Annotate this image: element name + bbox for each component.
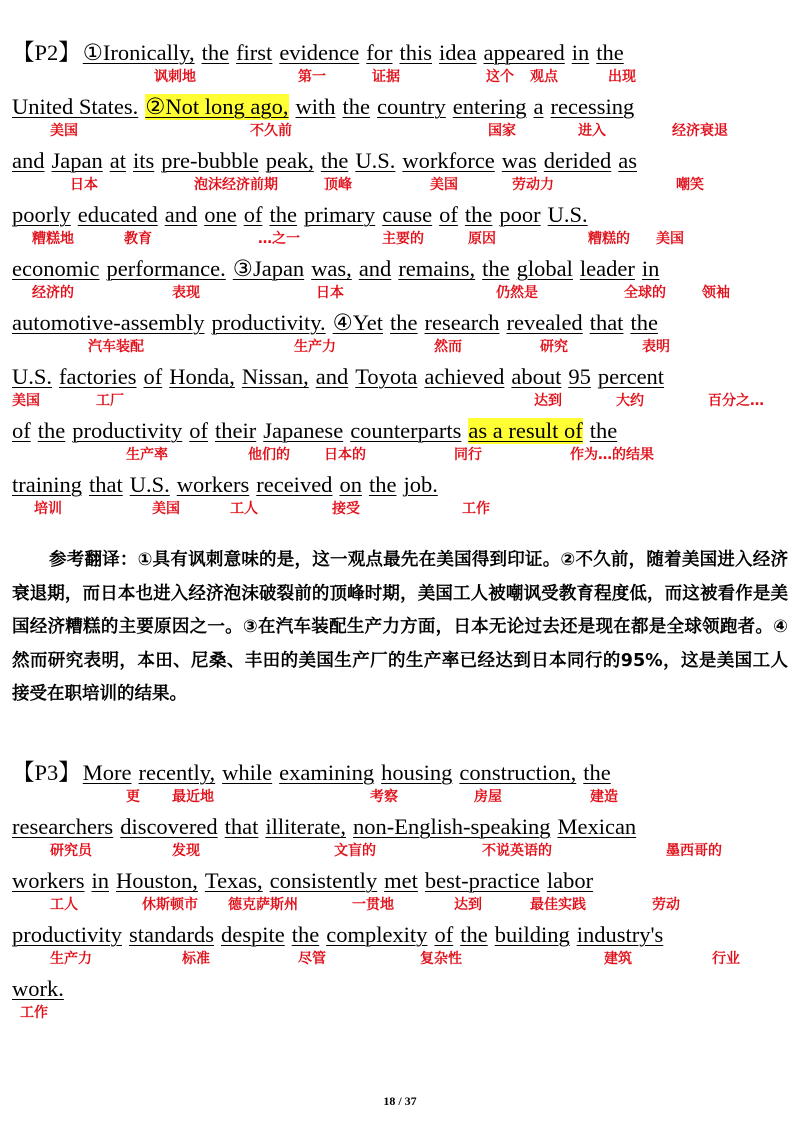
english-word: the	[589, 418, 618, 443]
english-word: first	[236, 40, 273, 65]
english-word: and	[12, 148, 45, 173]
english-word: country	[377, 94, 446, 119]
chinese-gloss: 仍然是	[496, 285, 538, 301]
chinese-gloss: 日本	[316, 285, 344, 301]
english-word: pre-bubble	[161, 148, 259, 173]
english-word: ①Ironically,	[82, 40, 195, 65]
chinese-gloss: 观点	[530, 69, 558, 85]
chinese-gloss: 美国	[50, 123, 78, 139]
text-line	[12, 148, 788, 202]
english-word: examining	[279, 760, 375, 785]
english-word: for	[366, 40, 393, 65]
chinese-gloss: 这个	[486, 69, 514, 85]
english-word: housing	[381, 760, 453, 785]
chinese-gloss: 墨西哥的	[666, 843, 722, 859]
english-line	[12, 148, 644, 174]
english-word: their	[214, 418, 257, 443]
english-word: the	[342, 94, 371, 119]
chinese-gloss: 泡沫经济前期	[194, 177, 278, 193]
english-word: labor	[546, 868, 594, 893]
chinese-gloss: 复杂性	[420, 951, 462, 967]
english-word: on	[339, 472, 362, 497]
chinese-gloss: 美国	[12, 393, 40, 409]
english-word: the	[37, 418, 66, 443]
text-line	[12, 922, 788, 976]
chinese-gloss: 不久前	[250, 123, 292, 139]
chinese-gloss: 日本	[70, 177, 98, 193]
english-word: U.S.	[547, 202, 588, 227]
english-word: that	[224, 814, 259, 839]
english-word: remains,	[398, 256, 476, 281]
chinese-gloss: 研究员	[50, 843, 92, 859]
english-word: the	[460, 922, 488, 947]
chinese-gloss: 行业	[712, 951, 740, 967]
page-total: 37	[404, 1094, 417, 1108]
english-word: of	[439, 202, 458, 227]
english-word: the	[201, 40, 230, 65]
chinese-gloss: 美国	[430, 177, 458, 193]
english-word: workforce	[402, 148, 495, 173]
english-word: productivity.	[211, 310, 326, 335]
english-word: factories	[59, 364, 137, 389]
text-line	[12, 256, 788, 310]
english-word: the	[291, 922, 320, 947]
reference-translation	[12, 544, 788, 712]
english-word: productivity	[12, 922, 122, 947]
english-word: in	[571, 40, 590, 65]
english-word: and	[315, 364, 349, 389]
chinese-gloss: 经济衰退	[672, 123, 728, 139]
chinese-gloss: 然而	[434, 339, 462, 355]
text-line	[12, 202, 788, 256]
english-word: recently,	[138, 760, 216, 785]
english-word: best-practice	[424, 868, 540, 893]
english-word: construction,	[459, 760, 577, 785]
chinese-gloss: 劳动	[652, 897, 680, 913]
chinese-gloss: 日本的	[324, 447, 366, 463]
english-word: workers	[176, 472, 250, 497]
chinese-gloss: 表现	[172, 285, 200, 301]
chinese-gloss: 接受	[332, 501, 360, 517]
english-word: one	[204, 202, 237, 227]
english-word: the	[596, 40, 624, 65]
english-word: Mexican	[557, 814, 637, 839]
english-word: consistently	[269, 868, 378, 893]
chinese-gloss: 更	[126, 789, 140, 805]
chinese-gloss: 建造	[590, 789, 618, 805]
english-word: was,	[311, 256, 352, 281]
english-word: of	[143, 364, 163, 389]
english-word: industry's	[576, 922, 664, 947]
english-word: peak,	[265, 148, 314, 173]
chinese-gloss: 工作	[462, 501, 490, 517]
english-word: its	[132, 148, 155, 173]
chinese-gloss: 出现	[608, 69, 636, 85]
english-word: work.	[12, 976, 64, 1001]
chinese-gloss: 生产力	[294, 339, 336, 355]
chinese-gloss: 工厂	[96, 393, 124, 409]
english-line	[12, 40, 631, 66]
english-word: More	[82, 760, 132, 785]
chinese-gloss: 建筑	[604, 951, 632, 967]
chinese-gloss: 作为…的结果	[570, 447, 654, 463]
page-separator: /	[398, 1094, 402, 1108]
text-line	[12, 94, 788, 148]
english-word: discovered	[120, 814, 218, 839]
english-word: ②Not long ago,	[145, 94, 289, 119]
english-line	[12, 202, 595, 228]
english-word: a	[533, 94, 544, 119]
text-line	[12, 976, 788, 1030]
english-word: U.S.	[355, 148, 396, 173]
page-number	[0, 1094, 800, 1109]
english-word: building	[494, 922, 570, 947]
english-word: evidence	[279, 40, 360, 65]
english-word: ③Japan	[232, 256, 305, 281]
chinese-gloss: 休斯顿市	[142, 897, 198, 913]
english-word: economic	[12, 256, 100, 281]
text-line	[12, 472, 788, 526]
english-line	[12, 256, 666, 282]
english-word: productivity	[72, 418, 183, 443]
chinese-gloss: 进入	[578, 123, 606, 139]
chinese-gloss: 标准	[182, 951, 210, 967]
english-line	[12, 976, 71, 1002]
english-word: and	[358, 256, 392, 281]
english-word: Texas,	[204, 868, 263, 893]
chinese-gloss: 全球的	[624, 285, 666, 301]
chinese-gloss: 嘲笑	[676, 177, 704, 193]
english-word: non-English-speaking	[353, 814, 551, 839]
english-line	[12, 814, 643, 840]
english-word: and	[164, 202, 198, 227]
english-word: idea	[439, 40, 477, 65]
english-word: despite	[220, 922, 285, 947]
chinese-gloss: 糟糕的	[588, 231, 630, 247]
english-word: of	[243, 202, 263, 227]
text-line	[12, 868, 788, 922]
english-line	[12, 94, 641, 120]
chinese-gloss: 同行	[454, 447, 482, 463]
english-word: as	[618, 148, 638, 173]
english-word: standards	[128, 922, 214, 947]
english-word: educated	[77, 202, 158, 227]
text-line	[12, 760, 788, 814]
english-word: the	[368, 472, 397, 497]
chinese-gloss: 美国	[152, 501, 180, 517]
english-word: the	[583, 760, 611, 785]
chinese-gloss: 讽刺地	[154, 69, 196, 85]
english-line	[12, 364, 671, 390]
chinese-gloss: 大约	[616, 393, 644, 409]
english-word: the	[320, 148, 349, 173]
chinese-gloss: 不说英语的	[482, 843, 552, 859]
chinese-gloss: 德克萨斯州	[228, 897, 298, 913]
english-word: at	[109, 148, 126, 173]
english-word: researchers	[12, 814, 114, 839]
chinese-gloss: 糟糕地	[32, 231, 74, 247]
english-line	[12, 418, 624, 444]
english-word: performance.	[106, 256, 226, 281]
english-word: of	[12, 418, 31, 443]
chinese-gloss: 尽管	[298, 951, 326, 967]
english-word: Toyota	[355, 364, 418, 389]
chinese-gloss: 培训	[34, 501, 62, 517]
english-word: appeared	[483, 40, 565, 65]
chinese-gloss: 房屋	[474, 789, 502, 805]
text-line	[12, 40, 788, 94]
english-word: revealed	[506, 310, 583, 335]
chinese-gloss: 百分之…	[708, 393, 764, 409]
english-word: recessing	[550, 94, 635, 119]
chinese-gloss: 国家	[488, 123, 516, 139]
chinese-gloss: 一贯地	[352, 897, 394, 913]
english-line	[12, 868, 600, 894]
chinese-gloss: 美国	[656, 231, 684, 247]
text-line	[12, 814, 788, 868]
chinese-gloss: 经济的	[32, 285, 74, 301]
chinese-gloss: 主要的	[382, 231, 424, 247]
english-word: in	[641, 256, 660, 281]
chinese-gloss: 证据	[372, 69, 400, 85]
english-word: counterparts	[350, 418, 462, 443]
english-word: as a result of	[468, 418, 583, 443]
chinese-gloss: 工人	[230, 501, 258, 517]
english-line	[12, 922, 670, 948]
english-word: the	[464, 202, 493, 227]
english-word: United States.	[12, 94, 139, 119]
chinese-gloss: 达到	[534, 393, 562, 409]
english-word: while	[222, 760, 273, 785]
chinese-gloss: 劳动力	[512, 177, 554, 193]
english-word: that	[88, 472, 123, 497]
english-word: of	[189, 418, 208, 443]
english-word: illiterate,	[265, 814, 346, 839]
english-word: 【P3】	[12, 760, 81, 785]
chinese-gloss: 教育	[124, 231, 152, 247]
chinese-gloss: 文盲的	[334, 843, 376, 859]
english-word: Japan	[51, 148, 103, 173]
english-word: global	[516, 256, 573, 281]
text-line	[12, 364, 788, 418]
english-word: entering	[452, 94, 527, 119]
english-word: this	[399, 40, 433, 65]
english-word: research	[424, 310, 500, 335]
english-word: was	[501, 148, 537, 173]
chinese-gloss: 最佳实践	[530, 897, 586, 913]
english-word: training	[12, 472, 82, 497]
english-line	[12, 472, 445, 498]
english-word: Nissan,	[241, 364, 309, 389]
english-word: U.S.	[12, 364, 53, 389]
english-word: Japanese	[263, 418, 344, 443]
english-word: derided	[543, 148, 612, 173]
chinese-gloss: 研究	[540, 339, 568, 355]
english-word: workers	[12, 868, 85, 893]
chinese-gloss: 生产力	[50, 951, 92, 967]
chinese-gloss: …之一	[258, 231, 300, 247]
english-word: about	[511, 364, 562, 389]
english-word: with	[295, 94, 336, 119]
english-word: U.S.	[129, 472, 170, 497]
english-word: that	[589, 310, 624, 335]
english-word: primary	[303, 202, 376, 227]
english-word: in	[91, 868, 109, 893]
english-word: automotive-assembly	[12, 310, 205, 335]
chinese-gloss: 汽车装配	[88, 339, 144, 355]
english-word: the	[390, 310, 418, 335]
english-word: cause	[382, 202, 433, 227]
chinese-gloss: 生产率	[126, 447, 168, 463]
english-word: Honda,	[169, 364, 235, 389]
english-word: percent	[597, 364, 665, 389]
english-word: achieved	[424, 364, 505, 389]
text-line	[12, 310, 788, 364]
english-line	[12, 310, 665, 336]
english-word: leader	[579, 256, 635, 281]
chinese-gloss: 顶峰	[324, 177, 352, 193]
chinese-gloss: 领袖	[702, 285, 730, 301]
english-word: of	[434, 922, 454, 947]
english-word: ④Yet	[332, 310, 384, 335]
chinese-gloss: 工作	[20, 1005, 48, 1021]
chinese-gloss: 表明	[642, 339, 670, 355]
english-word: received	[256, 472, 333, 497]
chinese-gloss: 工人	[50, 897, 78, 913]
english-word: Houston,	[116, 868, 198, 893]
page-current: 18	[383, 1094, 396, 1108]
chinese-gloss: 达到	[454, 897, 482, 913]
chinese-gloss: 他们的	[248, 447, 290, 463]
english-word: 95	[568, 364, 591, 389]
english-line	[12, 760, 618, 786]
chinese-gloss: 发现	[172, 843, 200, 859]
english-word: job.	[403, 472, 438, 497]
english-word: poor	[499, 202, 541, 227]
chinese-gloss: 考察	[370, 789, 398, 805]
english-word: the	[269, 202, 297, 227]
chinese-gloss: 第一	[298, 69, 326, 85]
text-line	[12, 418, 788, 472]
english-word: poorly	[12, 202, 71, 227]
english-word: complexity	[326, 922, 428, 947]
english-word: the	[630, 310, 658, 335]
chinese-gloss: 原因	[468, 231, 496, 247]
english-word: the	[482, 256, 510, 281]
english-word: 【P2】	[12, 40, 81, 65]
english-word: met	[384, 868, 418, 893]
chinese-gloss: 最近地	[172, 789, 214, 805]
translation-text: 参考翻译：①具有讽刺意味的是，这一观点最先在美国得到印证。②不久前，随着美国进入经济衰退期，而日本也进入经济泡沫破裂前的顶峰时期，美国工人被嘲讽受教育程度低，而这被看作是美国经济糟糕的主要原因之一。③在汽车装配生产力方面，日本无论过去还是现在都是全球领跑者。④然而研究表明，本田、尼桑、丰田的美国生产厂的生产率已经达到日本同行的95%，这是美国工人接受在职培训的结果。	[12, 550, 788, 704]
